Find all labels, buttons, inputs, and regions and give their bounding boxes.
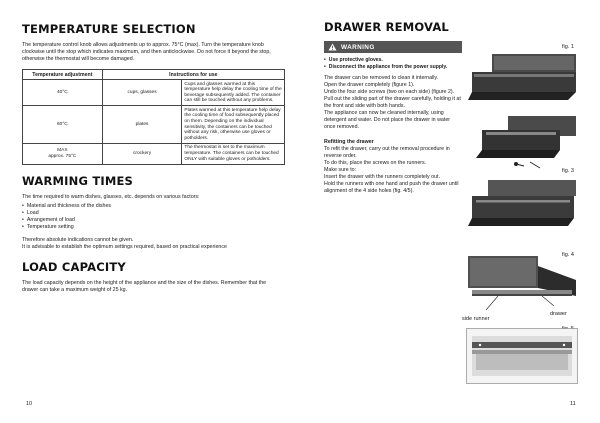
refit-instructions	[324, 146, 462, 195]
warming-times-title: WARMING TIMES	[22, 173, 134, 188]
list-item: • Arrangement of load	[22, 217, 286, 224]
fig-4-label: fig. 4	[562, 252, 574, 258]
table-row	[23, 80, 285, 106]
table-header-instructions: Instructions for use	[102, 70, 284, 80]
warning-list	[324, 57, 462, 71]
table-header-row	[23, 70, 285, 80]
refit-line: To refit the drawer, carry out the removal procedure in reverse order.	[324, 146, 450, 159]
warning-icon	[328, 43, 337, 51]
table-cell-temp-approx: approx. 75°C	[48, 153, 77, 159]
refit-line: Make sure to:	[324, 167, 357, 173]
figure-5-alignment	[466, 328, 578, 384]
warming-note-1: Therefore absolute indications cannot be given.	[22, 236, 134, 243]
figure-4-runners	[468, 256, 578, 312]
temperature-intro: The temperature control knob allows adjustments up to approx. 75°C (max). Turn the temperature knob clockwise until the stop which indicates maximum, and then anticlockwise. Do not force it beyond the stop, otherwise the thermostat will become damaged.	[22, 42, 271, 62]
removal-line: The drawer can be removed to clean it internally.	[324, 75, 439, 81]
table-cell-load: cups, glasses	[102, 80, 182, 106]
list-item: • Disconnect the appliance from the power supply.	[324, 64, 462, 71]
drawer-label: drawer	[550, 311, 567, 317]
right-page	[300, 0, 600, 423]
load-capacity-text: The load capacity depends on the height of the appliance and the size of the dishes. Remember that the drawer can take a maximum weight of 25 kg.	[22, 279, 267, 293]
table-header-temp: Temperature adjustment	[23, 70, 103, 80]
page-number-left: 10	[26, 401, 33, 407]
warming-intro: The time required to warm dishes, glasses, etc. depends on various factors:	[22, 193, 200, 200]
table-cell-load: crockery	[102, 143, 182, 164]
fig-3-label: fig. 3	[562, 168, 574, 174]
removal-line: The appliance can now be cleaned internally, using detergent and water. Do not place the drawer in water once removed.	[324, 110, 451, 130]
drawer-removal-title: DRAWER REMOVAL	[324, 20, 449, 34]
removal-line: Pull out the sliding part of the drawer carefully, holding it at the front and side with both hands.	[324, 96, 461, 109]
removal-line: Undo the four side screws (two on each side) (figure 2).	[324, 89, 455, 95]
table-cell-temp: 40°C	[23, 80, 103, 106]
page-number-right: 11	[570, 401, 576, 407]
list-item: • Material and thickness of the dishes	[22, 203, 286, 210]
load-capacity-section	[22, 260, 286, 294]
load-capacity-title: LOAD CAPACITY	[22, 259, 126, 274]
figure-2-side-screws	[468, 116, 578, 170]
refit-title: Refitting the drawer	[324, 139, 374, 145]
warming-factors-list	[22, 203, 286, 231]
figure-3-drawer-pulled	[468, 180, 578, 230]
fig-1-label: fig. 1	[562, 44, 574, 50]
removal-line: Open the drawer completely (figure 1).	[324, 82, 415, 88]
table-row	[23, 143, 285, 164]
removal-instructions	[324, 75, 462, 131]
temperature-selection-title: TEMPERATURE SELECTION	[22, 22, 196, 36]
figure-1-drawer-open	[468, 52, 578, 104]
list-item: • Load	[22, 210, 286, 217]
table-cell-text: Plates warmed at this temperature help delay the cooling time of food subsequently placed on them. Depending on the individual sensitivity, the containers can be touched without any risk, otherwise use gloves or potholders.	[182, 106, 285, 144]
temperature-table	[22, 69, 285, 165]
table-cell-load: plates	[102, 106, 182, 144]
side-runner-label: side runner	[462, 316, 490, 322]
warming-times-section	[22, 174, 286, 251]
refit-line: To do this, place the screws on the runners.	[324, 160, 427, 166]
table-cell-temp-max: MAX	[57, 148, 68, 154]
warning-banner	[324, 41, 462, 53]
warming-note-2: It is advisable to establish the optimum settings required, based on practical experience	[22, 243, 227, 250]
refit-line: Hold the runners with one hand and push the drawer until alignment of the 4 side holes (fig. 4/5).	[324, 181, 459, 194]
warning-label: WARNING	[341, 43, 375, 51]
refit-line: Insert the drawer with the runners completely out.	[324, 174, 440, 180]
list-item: • Use protective gloves.	[324, 57, 462, 64]
table-row	[23, 106, 285, 144]
drawer-removal-text	[324, 20, 462, 195]
table-cell-text: Cups and glasses warmed at this temperature help delay the cooling time of the beverage subsequently added. The container can still be touched without any problems.	[182, 80, 285, 106]
table-cell-temp: 60°C	[23, 106, 103, 144]
list-item: • Temperature setting	[22, 224, 286, 231]
table-cell-text: The thermostat is set to the maximum temperature. The containers can be touched ONLY with suitable gloves or potholders.	[182, 143, 285, 164]
table-cell-temp	[23, 143, 103, 164]
